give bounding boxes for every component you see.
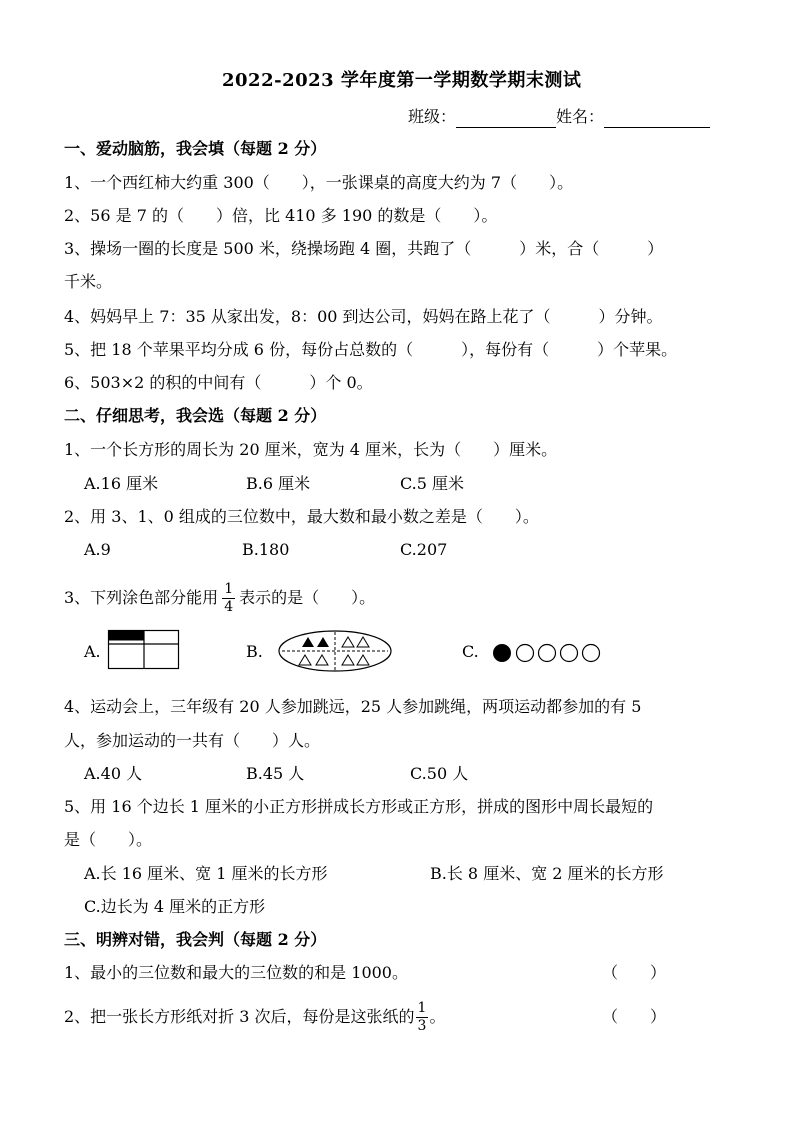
empty-circle-1 [517,645,534,662]
s2-q4-option-c: C.50 人 [410,764,469,783]
s2-question-4-line1: 4、运动会上，三年级有 20 人参加跳远，25 人参加跳绳，两项运动都参加的有 5 [64,697,642,716]
s2-q1-option-c: C.5 厘米 [400,474,465,493]
empty-circle-3 [561,645,578,662]
s2-q2-option-b: B.180 [242,540,290,559]
s2-question-3 [64,578,375,618]
fraction-one-third [416,1000,429,1035]
fraction-numerator: 1 [224,581,234,597]
class-field [408,106,710,128]
s2-question-5-line2: 是（ ）。 [64,830,153,849]
empty-circle-4 [583,645,600,662]
s3-question-2 [64,997,445,1037]
s2-question-5-line1: 5、用 16 个边长 1 厘米的小正方形拼成长方形或正方形，拼成的图形中周长最短的 [64,797,654,816]
empty-circle-2 [539,645,556,662]
exam-title: 2022-2023 学年度第一学期数学期末测试 [222,70,582,91]
fraction-denominator: 4 [224,599,234,615]
s2-q5-option-c: C.边长为 4 厘米的正方形 [84,897,266,916]
s1-question-2: 2、56 是 7 的（ ）倍，比 410 多 190 的数是（ ）。 [64,206,498,225]
fraction-denominator: 3 [417,1018,427,1034]
section3-heading: 三、明辨对错，我会判（每题 2 分） [64,930,327,949]
s2-q5-option-b: B.长 8 厘米、宽 2 厘米的长方形 [430,864,664,883]
class-input[interactable] [456,109,556,128]
s3-q2-answer-paren[interactable]: （ ） [602,1007,667,1026]
name-input[interactable] [604,109,710,128]
s3-q1-answer-paren[interactable]: （ ） [602,963,667,982]
s1-question-5: 5、把 18 个苹果平均分成 6 份，每份占总数的（ ），每份有（ ）个苹果。 [64,340,678,359]
s2-q3-option-b-label: B. [246,642,263,661]
name-label: 姓名： [556,107,605,126]
s2-q5-option-a: A.长 16 厘米、宽 1 厘米的长方形 [84,864,328,883]
s2-q1-option-a: A.16 厘米 [84,474,159,493]
s2-question-1: 1、一个长方形的周长为 20 厘米，宽为 4 厘米，长为（ ）厘米。 [64,440,558,459]
section2-heading: 二、仔细思考，我会选（每题 2 分） [64,406,327,425]
s3-q2-suffix: 。 [429,1007,446,1026]
figure-a-grid [108,630,180,670]
filled-circle [493,644,511,662]
fraction-numerator: 1 [417,1000,427,1016]
s2-q1-option-b: B.6 厘米 [246,474,311,493]
class-label: 班级： [408,107,457,126]
figure-c-circles [492,642,608,664]
s2-q2-option-c: C.207 [400,540,448,559]
figure-b-oval [278,629,394,673]
s2-q3-option-c-label: C. [462,642,479,661]
s3-question-1: 1、最小的三位数和最大的三位数的和是 1000。 [64,963,408,982]
s1-question-6: 6、503×2 的积的中间有（ ）个 0。 [64,373,373,392]
section1-heading: 一、爱动脑筋，我会填（每题 2 分） [64,139,327,158]
s2-q3-suffix: 表示的是（ ）。 [239,588,376,607]
s2-q2-option-a: A.9 [84,540,111,559]
s2-question-4-line2: 人，参加运动的一共有（ ）人。 [64,731,321,750]
fraction-one-quarter [222,581,235,616]
s2-question-2: 2、用 3、1、0 组成的三位数中，最大数和最小数之差是（ ）。 [64,507,539,526]
s2-q4-option-b: B.45 人 [246,764,305,783]
s2-q3-option-a-label: A. [84,642,101,661]
s1-question-4: 4、妈妈早上 7：35 从家出发，8：00 到达公司，妈妈在路上花了（ ）分钟。 [64,307,663,326]
s1-question-1: 1、一个西红柿大约重 300（ ），一张课桌的高度大约为 7（ ）。 [64,173,574,192]
s1-question-3-line1: 3、操场一圈的长度是 500 米，绕操场跑 4 圈，共跑了（ ）米，合（ ） [64,239,664,258]
s2-q4-option-a: A.40 人 [84,764,143,783]
s1-question-3-line2: 千米。 [64,272,113,291]
s3-q2-prefix: 2、把一张长方形纸对折 3 次后，每份是这张纸的 [64,1007,415,1026]
s2-q3-prefix: 3、下列涂色部分能用 [64,588,219,607]
figure-a-shaded-part [109,631,144,641]
